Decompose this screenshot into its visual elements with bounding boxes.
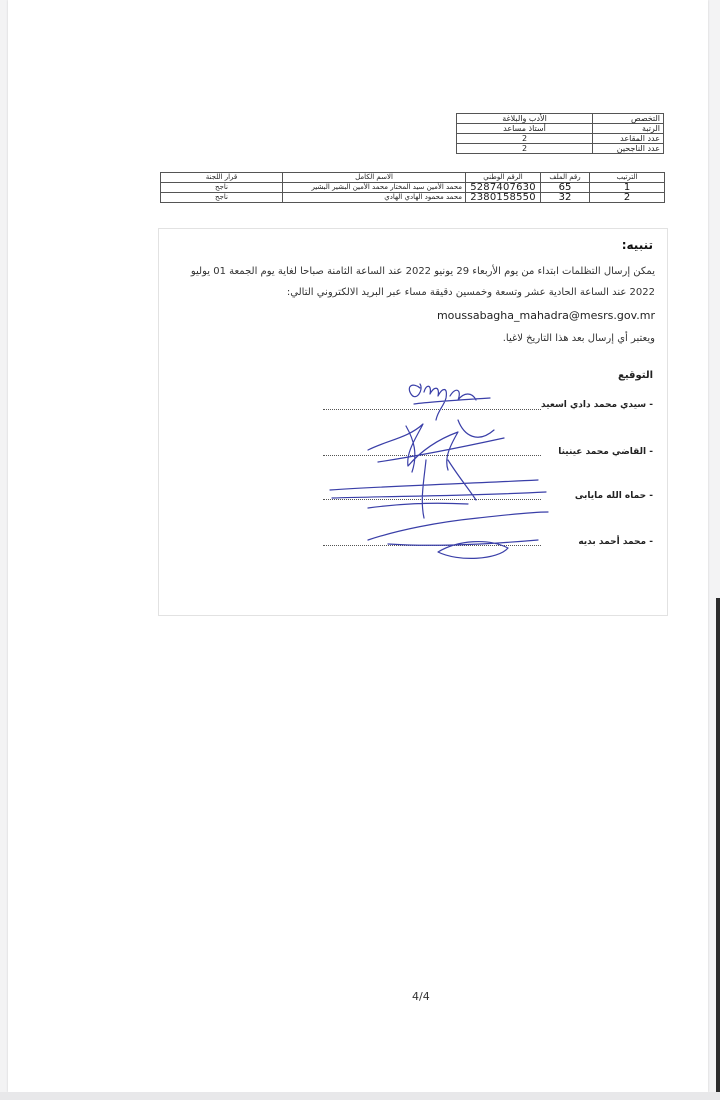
signatory-4: - محمد أحمد بديه: [578, 537, 653, 547]
rank-value: أستاذ مساعد: [457, 124, 593, 134]
handwritten-signatures: [308, 380, 588, 570]
notice-line-2: 2022 عند الساعة الحادية عشر وتسعة وخمسين دقيقة مساء عبر البريد الالكتروني التالي:: [286, 287, 655, 298]
signatory-3: - حماه الله مايابى: [574, 491, 653, 501]
passed-label: عدد الناجحين: [593, 144, 664, 154]
table-row: [161, 183, 665, 193]
national-id-cell: 5287407630: [466, 183, 541, 193]
complaint-email: moussabagha_mahadra@mesrs.gov.mr: [436, 309, 655, 322]
file-number-header: رقم الملف: [541, 173, 590, 183]
decision-cell: ناجح: [161, 183, 283, 193]
signature-4-mark: [368, 512, 548, 558]
signature-2-mark: [368, 420, 504, 472]
seats-label: عدد المقاعد: [593, 134, 664, 144]
file-number-cell: 65: [541, 183, 590, 193]
results-table: [160, 172, 665, 203]
notice-title: تنبيه:: [621, 238, 653, 252]
decision-cell: ناجح: [161, 193, 283, 203]
signatory-2: - القاضي محمد عينينا: [558, 447, 653, 457]
table-row: [457, 144, 664, 154]
table-row: [161, 193, 665, 203]
signatory-1: - سيدي محمد دادي اسعيد: [541, 400, 653, 410]
notice-line-1: يمكن إرسال التظلمات ابتداء من يوم الأربعاء 29 يونيو 2022 عند الساعة الثامنة صباحا لغاية يوم الجمعة 01 يوليو: [190, 266, 655, 277]
seats-value: 2: [457, 134, 593, 144]
background-edge: [716, 598, 720, 1100]
background-bottom: [0, 1092, 720, 1100]
signature-3-mark: [330, 460, 546, 518]
rank-header: الترتيب: [590, 173, 665, 183]
rank-cell: 1: [590, 183, 665, 193]
specialty-info-table: [456, 113, 664, 154]
document-page: [8, 0, 708, 1092]
passed-value: 2: [457, 144, 593, 154]
signature-1-mark: [409, 384, 490, 420]
national-id-header: الرقم الوطني: [466, 173, 541, 183]
file-number-cell: 32: [541, 193, 590, 203]
signature-title: التوقيع: [618, 370, 653, 381]
rank-label: الرتبة: [593, 124, 664, 134]
notice-line-3: ويعتبر أي إرسال بعد هذا التاريخ لاغيا.: [502, 333, 655, 344]
table-row: [457, 114, 664, 124]
specialty-label: التخصص: [593, 114, 664, 124]
rank-cell: 2: [590, 193, 665, 203]
decision-header: قرار اللجنة: [161, 173, 283, 183]
national-id-cell: 2380158550: [466, 193, 541, 203]
table-row: [457, 134, 664, 144]
full-name-cell: محمد الأمين سيد المختار محمد الأمين البشير البشير: [283, 183, 466, 193]
specialty-value: الأدب والبلاغة: [457, 114, 593, 124]
page-number: 4/4: [412, 990, 430, 1003]
results-header-row: [161, 173, 665, 183]
full-name-header: الاسم الكامل: [283, 173, 466, 183]
table-row: [457, 124, 664, 134]
full-name-cell: محمد محمود الهادي الهادي: [283, 193, 466, 203]
